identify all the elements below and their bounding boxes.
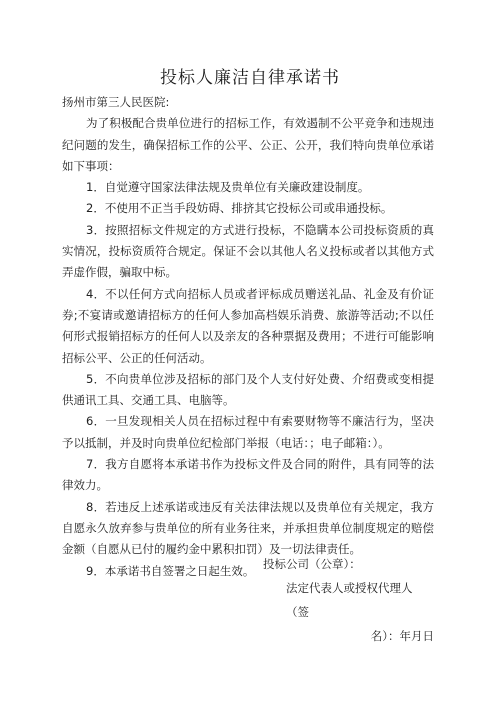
document-title: 投标人廉洁自律承诺书	[160, 68, 340, 88]
commitment-item: 2．不使用不正当手段妨碍、排挤其它投标公司或串通投标。	[86, 201, 393, 216]
commitment-item: 5．不向贵单位涉及招标的部门及个人支付好处费、介绍费或变相提供通讯工具、交通工具、电脑等。	[62, 371, 434, 408]
representative-line: 法定代表人或授权代理人（签	[286, 581, 413, 619]
document-body	[62, 92, 434, 582]
commitment-item: 7．我方自愿将本承诺书作为投标文件及合同的附件，具有同等的法律效力。	[62, 457, 434, 493]
signature-date-line: 名）：年月日	[370, 629, 434, 643]
recipient-line: 扬州市第三人民医院:	[62, 95, 170, 109]
commitment-item: 3．按照招标文件规定的方式进行投标，不隐瞒本公司投标资质的真实情况，投标资质符合规定。保证不会以其他人名义投标或者以其他方式弄虚作假，骗取中标。	[62, 222, 434, 280]
intro-paragraph: 为了积极配合贵单位进行的招标工作，有效遏制不公平竞争和违规违纪问题的发生，确保招标工作的公平、公正、公开，我们特向贵单位承诺如下事项：	[62, 116, 434, 173]
signature-block	[62, 552, 434, 648]
commitment-item: 8．若违反上述承诺或违反有关法律法规以及贵单位有关规定，我方自愿永久放弃参与贵单位的所有业务往来，并承担贵单位制度规定的赔偿金额（自愿从已付的履约金中累积扣罚）及一切法律责任。	[62, 499, 434, 557]
commitment-item: 1．自觉遵守国家法律法规及贵单位有关廉政建设制度。	[86, 180, 370, 195]
commitment-item: 4．不以任何方式向招标人员或者评标成员赠送礼品、礼金及有价证券;不宴请或邀请招标方的任何人参加高档娱乐消费、旅游等活动;不以任何形式报销招标方的任何人以及亲友的各种票据及费用；不进行可能影响招标公平、公正的任何活动。	[62, 286, 434, 365]
commitment-item: 6．一旦发现相关人员在招标过程中有索要财物等不廉洁行为，坚决予以抵制，并及时向贵单位纪检部门举报（电话：；电子邮箱：）。	[62, 414, 434, 450]
commitment-item: 9．本承诺书自签署之日起生效。	[86, 563, 255, 578]
company-seal-line: 投标公司（公章）：	[263, 557, 361, 571]
